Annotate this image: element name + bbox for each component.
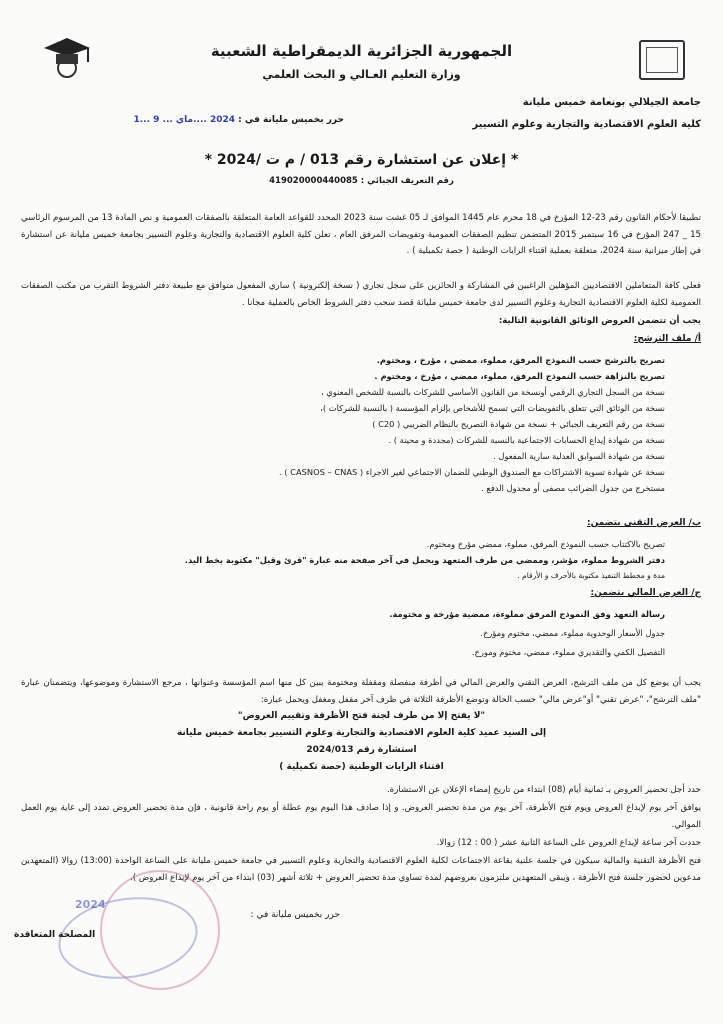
tax-id: رقم التعريف الجبائي : 419020000440085 — [269, 176, 454, 186]
list-item: نسخة من السجل التجاري الرقمي أونسخة من القانون الأساسي للشركات بالنسبة للشخص المعنوي ، — [320, 387, 665, 397]
deadline-paragraph-4: فتح الأظرفة التقنية والمالية سيكون في جلسة علنية بقاعة الاجتماعات لكلية العلوم الاقتصادية والتجارية وعلوم التسيير في جامعة خميس مليانة على الساعة الواحدة (13:00) زوالا (المتعهدين مدعوين لحضور جلسة فتح الأظرفة ، ويبقى المتعهدين ملتزمون بعروضهم لمدة تساوي مدة تحضير العروض + ثلاثة أشهر (03) ابتداء من آخر يوم لإيداع العروض ). — [21, 856, 701, 883]
required-docs-heading: يجب أن تتضمن العروض الوثائق القانونية التالية: — [498, 316, 701, 326]
ministry-heading: وزارة التعليم العـالي و البحث العلمي — [262, 68, 461, 81]
deadline-paragraph-2: يوافق آخر يوم لإيداع العروض ويوم فتح الأظرفة، آخر يوم من مدة تحضير العروض. و إذا صادف هذا اليوم يوم عطلة أو يوم راحة قانونية ، فإن مدة تحضير العروض تمدد إلى غاية يوم العمل الموالي. — [21, 803, 701, 830]
list-item: تصريح بالاكتتاب حسب النموذج المرفق، مملوء، ممضي مؤرخ ومختوم. — [426, 539, 665, 549]
section-b-list — [105, 536, 665, 584]
section-a-title: أ/ ملف الترشح: — [633, 334, 701, 344]
stamp-year: 2024 — [75, 898, 106, 911]
intro-paragraph: تطبيقا لأحكام القانون رقم 23-12 المؤرخ في 18 محرم عام 1445 الموافق لـ 05 غشت سنة 2023 المحدد للقواعد العامة المتعلقة بالصفقات العمومية و نص المادة 13 من المرسوم الرئاسي 15 _ 247 المؤرخ في 16 سبتمبر 2015 المتضمن تنظيم الصفقات العمومية وتفويضات المرفق العام ، تعلن كلية العلوم الاقتصادية والتجارية وعلوم التسيير بجامعة خميس مليانة عن استشارة في إطار ميزانية سنة 2024، متعلقة بعملية اقتناء الرايات الوطنية ( حصة تكميلية ) . — [21, 213, 702, 256]
institution-block — [401, 92, 701, 136]
list-item: دفتر الشروط مملوء، مؤشر، وممضي من طرف المتعهد ويحمل في آخر صفحة منه عبارة "قرئ وقبل" مكتوبة بخط اليد. — [184, 555, 665, 565]
university-name: جامعة الجيلالي بونعامة خميس مليانة — [522, 97, 701, 108]
issue-date — [44, 115, 344, 125]
envelope-paragraph: يجب أن يوضع كل من ملف الترشح، العرض التقني والعرض المالي في أظرفة منفصلة ومقفلة ومختومة يبين كل منها اسم المؤسسة وعنوانها ، مرجع الاستشارة وموضوعها، ويتضمنان عبارة "ملف الترشح"، "عرض تقني" أو"عرض مالي" حسب الحالة وتوضع الأظرفة الثلاثة في ظرف آخر مقفل ومغفل ويحمل عبارة: — [21, 678, 701, 705]
list-item: رسالة التعهد وفق النموذج المرفق مملوءة، ممضية مؤرخة و مختومة. — [389, 609, 665, 619]
republic-heading: الجمهورية الجزائرية الديمقراطية الشعبية — [210, 42, 513, 60]
envelope-block — [0, 708, 723, 776]
invite-paragraph: فعلى كافة المتعاملين الاقتصاديين المؤهلين الراغبين في المشاركة و الحائزين على سجل تجاري ( نسخة إلكترونية ) ساري المفعول متوافق مع طبيعة دفتر الشروط التقرب من مكتب الصفقات العمومية لكلية العلوم الاقتصادية التجارية وعلوم التسيير لدى جامعة خميس مليانة قصد سحب دفتر الشروط الخاص بالعملية مجانا . — [21, 281, 701, 308]
list-item: نسخة من رقم التعريف الجبائي + نسخة من شهادة التصريح بالنظام الضريبي ( C20 ) — [372, 419, 665, 429]
list-item: نسخة عن شهادة تسوية الاشتراكات مع الصندوق الوطني للضمان الاجتماعي لغير الاجراء ( CASNOS – CNAS ) . — [279, 467, 665, 477]
list-item: التفصيل الكمي والتقديري مملوء، ممضي، مختوم ومورخ. — [471, 647, 665, 657]
list-item: نسخة من الوثائق التي تتعلق بالتفويضات التي تسمح للأشخاص بإلزام المؤسسة ( بالنسبة للشركات )، — [320, 403, 665, 413]
faculty-name: كلية العلوم الاقتصادية والتجارية وعلوم التسيير — [472, 119, 701, 130]
list-item: مدة و مخطط التنفيذ مكتوبة بالأحرف و الأرقام . — [517, 571, 665, 580]
issue-date-prefix: حرر بخميس مليانة في : — [238, 115, 344, 125]
announcement-title: * إعلان عن استشارة رقم 013 / م ت /2024 * — [204, 152, 519, 168]
list-item: جدول الأسعار الوحدوية مملوء، ممضي، مختوم ومؤرخ. — [480, 628, 665, 638]
consultation-subject: اقتناء الرايات الوطنية (حصة تكميلية ) — [279, 762, 444, 772]
section-c-title: ج/ العرض المالي يتضمن: — [590, 588, 701, 598]
section-a-list — [105, 352, 665, 496]
list-item: مستخرج من جدول الضرائب مصفى أو مجدول الدفع . — [481, 483, 665, 493]
envelope-addressee: إلى السيد عميد كلية العلوم الاقتصادية والتجارية وعلوم التسيير بجامعة خميس مليانة — [176, 728, 547, 738]
contracting-authority: المصلحة المتعاقدة — [14, 930, 96, 940]
list-item: نسخة من شهادة السوابق العدلية سارية المفعول . — [493, 451, 665, 461]
consultation-number: استشارة رقم 2024/013 — [306, 745, 417, 755]
list-item: نسخة من شهادة إيداع الحسابات الاجتماعية بالنسبة للشركات (مجددة و محينة ) . — [388, 435, 665, 445]
deadline-paragraph-3: حددت آخر ساعة لإيداع العروض على الساعة الثانية عشر ( 00 : 12) زوالا. — [436, 838, 701, 848]
footer-date: حرر بخميس مليانة في : — [250, 910, 340, 920]
deadline-paragraph-1: حدد أجل تحضير العروض بـ ثمانية أيام (08) ابتداء من تاريخ إمضاء الإعلان عن الاستشارة. — [386, 785, 701, 795]
section-b-title: ب/ العرض التقني يتضمن: — [586, 518, 701, 528]
issue-date-value: 2024 ....ماي ... 9 ...1 — [133, 115, 236, 125]
list-item: تصريح بالنزاهة حسب النموذج المرفق، مملوء، ممضي ، مؤرخ ، ومختوم . — [374, 371, 665, 381]
section-c-list — [105, 605, 665, 662]
list-item: تصريح بالترشح حسب النموذج المرفق، مملوء، ممضي ، مؤرخ ، ومختوم. — [376, 355, 665, 365]
envelope-quote: "لا يفتح إلا من طرف لجنة فتح الأظرفة وتقييم العروض" — [237, 711, 486, 721]
